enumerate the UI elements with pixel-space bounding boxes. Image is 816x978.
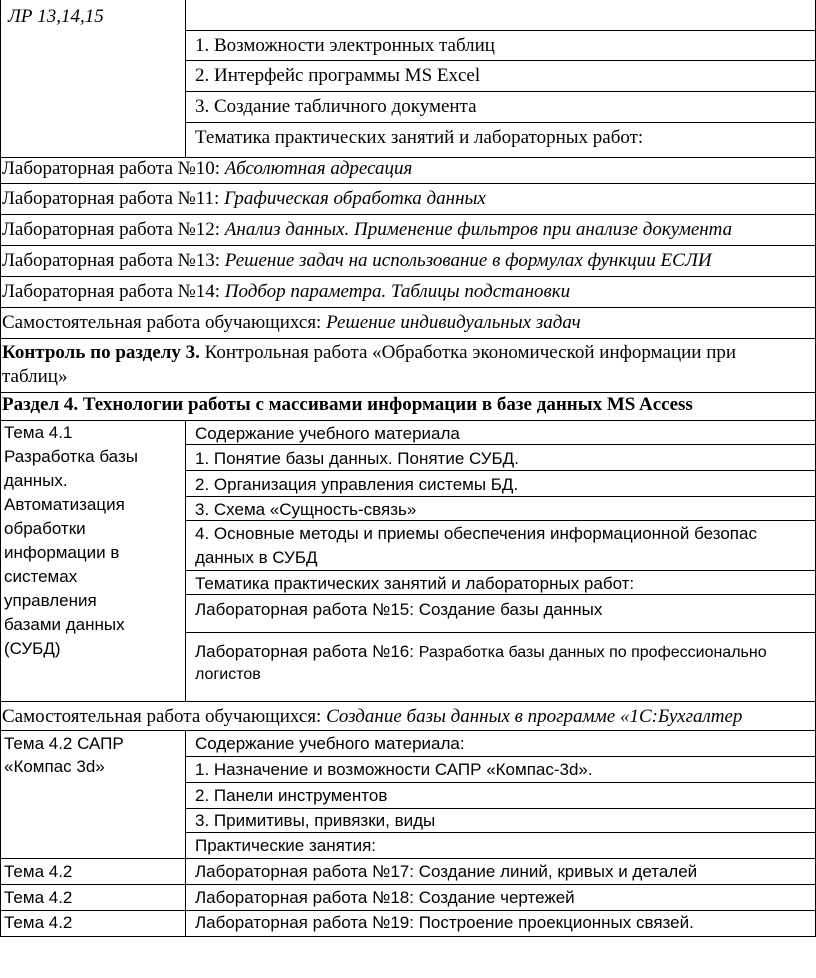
topic-41-lab-16-line2: логистов <box>195 666 261 683</box>
selfwork-row <box>2 312 581 334</box>
topic-42-practice-heading: Практические занятия: <box>195 836 377 855</box>
topic-41-selfwork-row <box>2 706 742 728</box>
section-4-title: Раздел 4. Технологии работы с массивами информации в базе данных MS Access <box>2 394 693 415</box>
lab-13-label: Лабораторная работа №13: <box>2 250 221 271</box>
table-row-lab: Лабораторная работа №17: Создание линий, кривых и деталей <box>195 862 698 881</box>
topic-item-3: 3. Создание табличного документа <box>195 96 477 117</box>
lab-10-row <box>2 158 412 180</box>
lab-16-label: Лабораторная работа №16: <box>195 642 414 661</box>
topic-41-practice-heading: Тематика практических занятий и лабораторных работ: <box>195 574 635 593</box>
lab-16-text: Разработка базы данных по профессионально <box>418 644 767 661</box>
lab-10-label: Лабораторная работа №10: <box>2 158 221 179</box>
lab-14-title: Подбор параметра. Таблицы подстановки <box>224 281 571 302</box>
lab-10-title: Абсолютная адресация <box>224 158 413 179</box>
topic-41-item-1: 1. Понятие базы данных. Понятие СУБД. <box>195 449 519 468</box>
topic-41-item-4-line2: данных в СУБД <box>195 548 318 567</box>
table-row-lab: Лабораторная работа №18: Создание чертежей <box>195 888 575 907</box>
topic-41-title-line: обработки <box>4 519 86 538</box>
topic-42-title-line2: «Компас 3d» <box>4 757 105 776</box>
topic-42-item-3: 3. Примитивы, привязки, виды <box>195 811 436 830</box>
control-text: Контрольная работа «Обработка экономической информации при <box>204 342 737 363</box>
table-row-topic: Тема 4.2 <box>4 913 73 932</box>
topic-42-title-line1: Тема 4.2 САПР <box>4 734 124 753</box>
lab-11-row <box>2 188 486 210</box>
topic-42-content-heading: Содержание учебного материала: <box>195 734 465 753</box>
practice-heading: Тематика практических занятий и лабораторных работ: <box>195 127 644 148</box>
lab-11-title: Графическая обработка данных <box>224 188 486 209</box>
lab-11-label: Лабораторная работа №11: <box>2 188 220 209</box>
control-text-line2: таблиц» <box>2 366 68 387</box>
table-row-lab: Лабораторная работа №19: Построение проекционных связей. <box>195 913 694 932</box>
topic-41-title-line: данных. <box>4 471 68 490</box>
lab-12-label: Лабораторная работа №12: <box>2 219 221 240</box>
lab-13-row <box>2 250 712 272</box>
control-bold-label: Контроль по разделу 3. <box>2 342 200 363</box>
lr-reference: ЛР 13,14,15 <box>8 6 104 27</box>
topic-item-2: 2. Интерфейс программы MS Excel <box>195 65 481 86</box>
lab-14-row <box>2 281 570 303</box>
table-row-topic: Тема 4.2 <box>4 862 73 881</box>
lab-12-row <box>2 219 732 241</box>
topic-41-item-4: 4. Основные методы и приемы обеспечения информационной безопас <box>195 524 757 543</box>
topic-42-item-1: 1. Назначение и возможности САПР «Компас-3d». <box>195 760 593 779</box>
lab-14-label: Лабораторная работа №14: <box>2 281 221 302</box>
lab-13-title: Решение задач на использование в формулах функции ЕСЛИ <box>224 250 712 271</box>
lab-12-title: Анализ данных. Применение фильтров при анализе документа <box>224 219 733 240</box>
topic-41-title-line: базами данных <box>4 615 125 634</box>
selfwork-label: Самостоятельная работа обучающихся: <box>2 312 322 333</box>
topic-41-selfwork-label: Самостоятельная работа обучающихся: <box>2 706 322 727</box>
selfwork-title: Решение индивидуальных задач <box>326 312 581 333</box>
control-row <box>2 342 736 364</box>
topic-41-lab-15: Лабораторная работа №15: Создание базы данных <box>195 600 603 619</box>
topic-41-lab-16 <box>195 642 767 662</box>
topic-41-item-3: 3. Схема «Сущность-связь» <box>195 500 417 519</box>
topic-item-1: 1. Возможности электронных таблиц <box>195 35 495 56</box>
topic-41-item-2: 2. Организация управления системы БД. <box>195 475 519 494</box>
topic-41-title-line: Автоматизация <box>4 495 125 514</box>
topic-41-title-line: (СУБД) <box>4 639 61 658</box>
table-row-topic: Тема 4.2 <box>4 888 73 907</box>
topic-41-title-line: системах <box>4 567 78 586</box>
topic-41-title-line: информации в <box>4 543 120 562</box>
topic-41-title-line: управления <box>4 591 97 610</box>
topic-41-content-heading: Содержание учебного материала <box>195 424 460 443</box>
topic-41-title-line: Разработка базы <box>4 447 138 466</box>
topic-41-title-line: Тема 4.1 <box>4 423 73 442</box>
topic-42-item-2: 2. Панели инструментов <box>195 786 388 805</box>
topic-41-selfwork-title: Создание базы данных в программе «1С:Бухгалтер <box>326 706 743 727</box>
